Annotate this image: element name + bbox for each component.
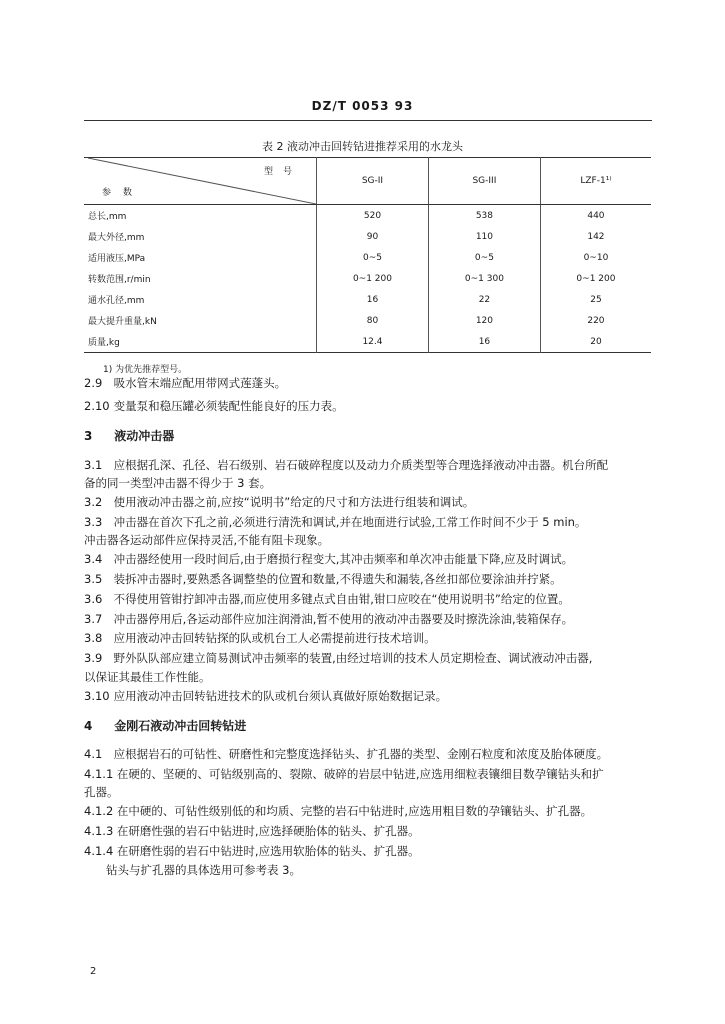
clause-line [84, 843, 654, 859]
clause-text: 在研磨性强的岩石中钻进时,应选择硬胎体的钻头、扩孔器。 [116, 824, 420, 838]
clause-line [84, 375, 654, 391]
clause-text: 吸水管末端应配用带网式莲蓬头。 [113, 376, 287, 390]
clause-number: 3.4 [84, 552, 103, 566]
clause-continuation [84, 669, 654, 685]
column-header: SG-II [317, 158, 429, 205]
clause-number: 4.1.2 [84, 804, 114, 818]
clause-line [84, 398, 654, 414]
clause-number: 2.9 [84, 376, 103, 390]
clause-text: 孔器。 [84, 785, 119, 799]
table-footnote: 1) 为优先推荐型号。 [103, 365, 188, 375]
clause-text: 应根据孔深、孔径、岩石级别、岩石破碎程度以及动力介质类型等合理选择液动冲击器。机台所配 [113, 458, 609, 472]
clause-number: 3.2 [84, 495, 103, 509]
clause-text: 冲击器在首次下孔之前,必须进行清洗和调试,并在地面进行试验,工常工作时间不少于 5 min。 [113, 515, 587, 529]
section-heading [84, 718, 654, 734]
table-cell: 538 [428, 205, 540, 227]
clause-text: 在硬的、坚硬的、可钻级别高的、裂隙、破碎的岩层中钻进,应选用细粒表镶细目数孕镶钻头和扩 [116, 767, 604, 781]
table-header-row [84, 158, 651, 205]
clause-number: 3.10 [84, 689, 110, 703]
clause-number: 3.6 [84, 592, 103, 606]
clause-text: 钻头与扩孔器的具体选用可参考表 3。 [106, 863, 301, 877]
clause-number: 3.1 [84, 458, 103, 472]
clause-line [84, 494, 654, 510]
clause-text: 野外队队部应建立简易测试冲击频率的装置,由经过培训的技术人员定期检查、调试液动冲击器, [113, 651, 593, 665]
clause-number: 4.1.1 [84, 767, 114, 781]
clause-line [84, 514, 654, 530]
clause-line [84, 611, 654, 627]
table-row [84, 226, 651, 247]
table-cell: 80 [317, 310, 429, 331]
clause-number: 3.9 [84, 651, 103, 665]
clause-number: 3.8 [84, 631, 103, 645]
table-cell: 16 [428, 331, 540, 353]
clause-number: 3.5 [84, 572, 103, 586]
clause-text: 以保证其最佳工作性能。 [84, 670, 211, 684]
clause-text: 使用液动冲击器之前,应按“说明书”给定的尺寸和方法进行组装和调试。 [113, 495, 475, 509]
clause-line [84, 746, 654, 762]
table-cell: 120 [428, 310, 540, 331]
clause-line [84, 571, 654, 587]
table-cell: 440 [540, 205, 651, 227]
row-label: 通水孔径,mm [88, 296, 145, 306]
table-row [84, 310, 651, 331]
clause-line [84, 766, 654, 782]
clause-text: 应用液动冲击回转钻进技术的队或机台须认真做好原始数据记录。 [113, 689, 448, 703]
table-row [84, 205, 651, 227]
clause-line [84, 551, 654, 567]
section-number: 4 [84, 719, 93, 733]
clause-number: 2.10 [84, 399, 110, 413]
clause-text: 在中硬的、可钻性级别低的和均质、完整的岩石中钻进时,应选用粗目数的孕镶钻头、扩孔器。 [116, 804, 593, 818]
row-label: 最大提升重量,kN [88, 317, 157, 327]
clause-text: 冲击器经使用一段时间后,由于磨损行程变大,其冲击频率和单次冲击能量下降,应及时调试。 [113, 552, 574, 566]
section-number: 3 [84, 429, 93, 443]
page-number: 2 [90, 966, 97, 977]
clause-text: 变量泵和稳压罐必须装配性能良好的压力表。 [113, 399, 344, 413]
table-cell: 90 [317, 226, 429, 247]
clause-text: 应根据岩石的可钻性、研磨性和完整度选择钻头、扩孔器的类型、金刚石粒度和浓度及胎体硬度。 [113, 747, 609, 761]
table-row [84, 268, 651, 289]
clause-continuation [106, 862, 676, 878]
table-row [84, 331, 651, 353]
table-cell: 0~5 [317, 247, 429, 268]
clause-number: 4.1.4 [84, 844, 114, 858]
corner-cell [84, 158, 317, 205]
clause-line [84, 457, 654, 473]
corner-label-param: 参数 [102, 188, 145, 198]
row-label: 质量,kg [88, 338, 120, 348]
table-cell: 0~10 [540, 247, 651, 268]
clause-text: 不得使用管钳拧卸冲击器,而应使用多键点式自由钳,钳口应咬在“使用说明书”给定的位置。 [113, 592, 570, 606]
clause-number: 3.7 [84, 612, 103, 626]
column-header: LZF-1¹⁾ [540, 158, 651, 205]
row-label: 适用液压,MPa [88, 254, 146, 264]
clause-text: 冲击器停用后,各运动部件应加注润滑油,暂不使用的液动冲击器要及时擦洗涂油,装箱保存。 [113, 612, 574, 626]
clause-line [84, 688, 654, 704]
clause-continuation [84, 475, 654, 491]
table-cell: 16 [317, 289, 429, 310]
swivel-table [84, 157, 651, 353]
clause-continuation [84, 532, 654, 548]
table-cell: 0~1 300 [428, 268, 540, 289]
section-title: 金刚石液动冲击回转钻进 [114, 719, 247, 733]
corner-label-model: 型号 [263, 167, 302, 177]
section-heading [84, 428, 654, 444]
table-cell: 20 [540, 331, 651, 353]
table-cell: 12.4 [317, 331, 429, 353]
table-cell: 0~1 200 [317, 268, 429, 289]
row-label: 总长,mm [88, 212, 127, 222]
table-cell: 520 [317, 205, 429, 227]
column-header: SG-III [428, 158, 540, 205]
table-cell: 0~5 [428, 247, 540, 268]
header-rule [84, 120, 652, 121]
clause-continuation [84, 784, 654, 800]
section-title: 液动冲击器 [114, 429, 175, 443]
row-label: 转数范围,r/min [88, 275, 151, 285]
clause-text: 装拆冲击器时,要熟悉各调整垫的位置和数量,不得遗失和漏装,各丝扣部位要涂油并拧紧。 [113, 572, 562, 586]
row-label: 最大外径,mm [88, 233, 145, 243]
clause-number: 4.1 [84, 747, 103, 761]
clause-line [84, 823, 654, 839]
clause-line [84, 591, 654, 607]
clause-line [84, 630, 654, 646]
table-cell: 22 [428, 289, 540, 310]
clause-text: 应用液动冲击回转钻探的队或机台工人必需提前进行技术培训。 [113, 631, 436, 645]
table-caption: 表 2 液动冲击回转钻进推荐采用的水龙头 [262, 140, 463, 153]
clause-line [84, 650, 654, 666]
table-cell: 110 [428, 226, 540, 247]
standard-header: DZ/T 0053 93 [311, 99, 414, 113]
table-cell: 0~1 200 [540, 268, 651, 289]
clause-number: 4.1.3 [84, 824, 114, 838]
table-row [84, 289, 651, 310]
clause-number: 3.3 [84, 515, 103, 529]
table-cell: 25 [540, 289, 651, 310]
clause-text: 在研磨性弱的岩石中钻进时,应选用软胎体的钻头、扩孔器。 [116, 844, 420, 858]
clause-text: 冲击器各运动部件应保持灵活,不能有阻卡现象。 [84, 533, 330, 547]
table-row [84, 247, 651, 268]
clause-text: 备的同一类型冲击器不得少于 3 套。 [84, 476, 272, 490]
table-cell: 142 [540, 226, 651, 247]
clause-line [84, 803, 654, 819]
table-cell: 220 [540, 310, 651, 331]
